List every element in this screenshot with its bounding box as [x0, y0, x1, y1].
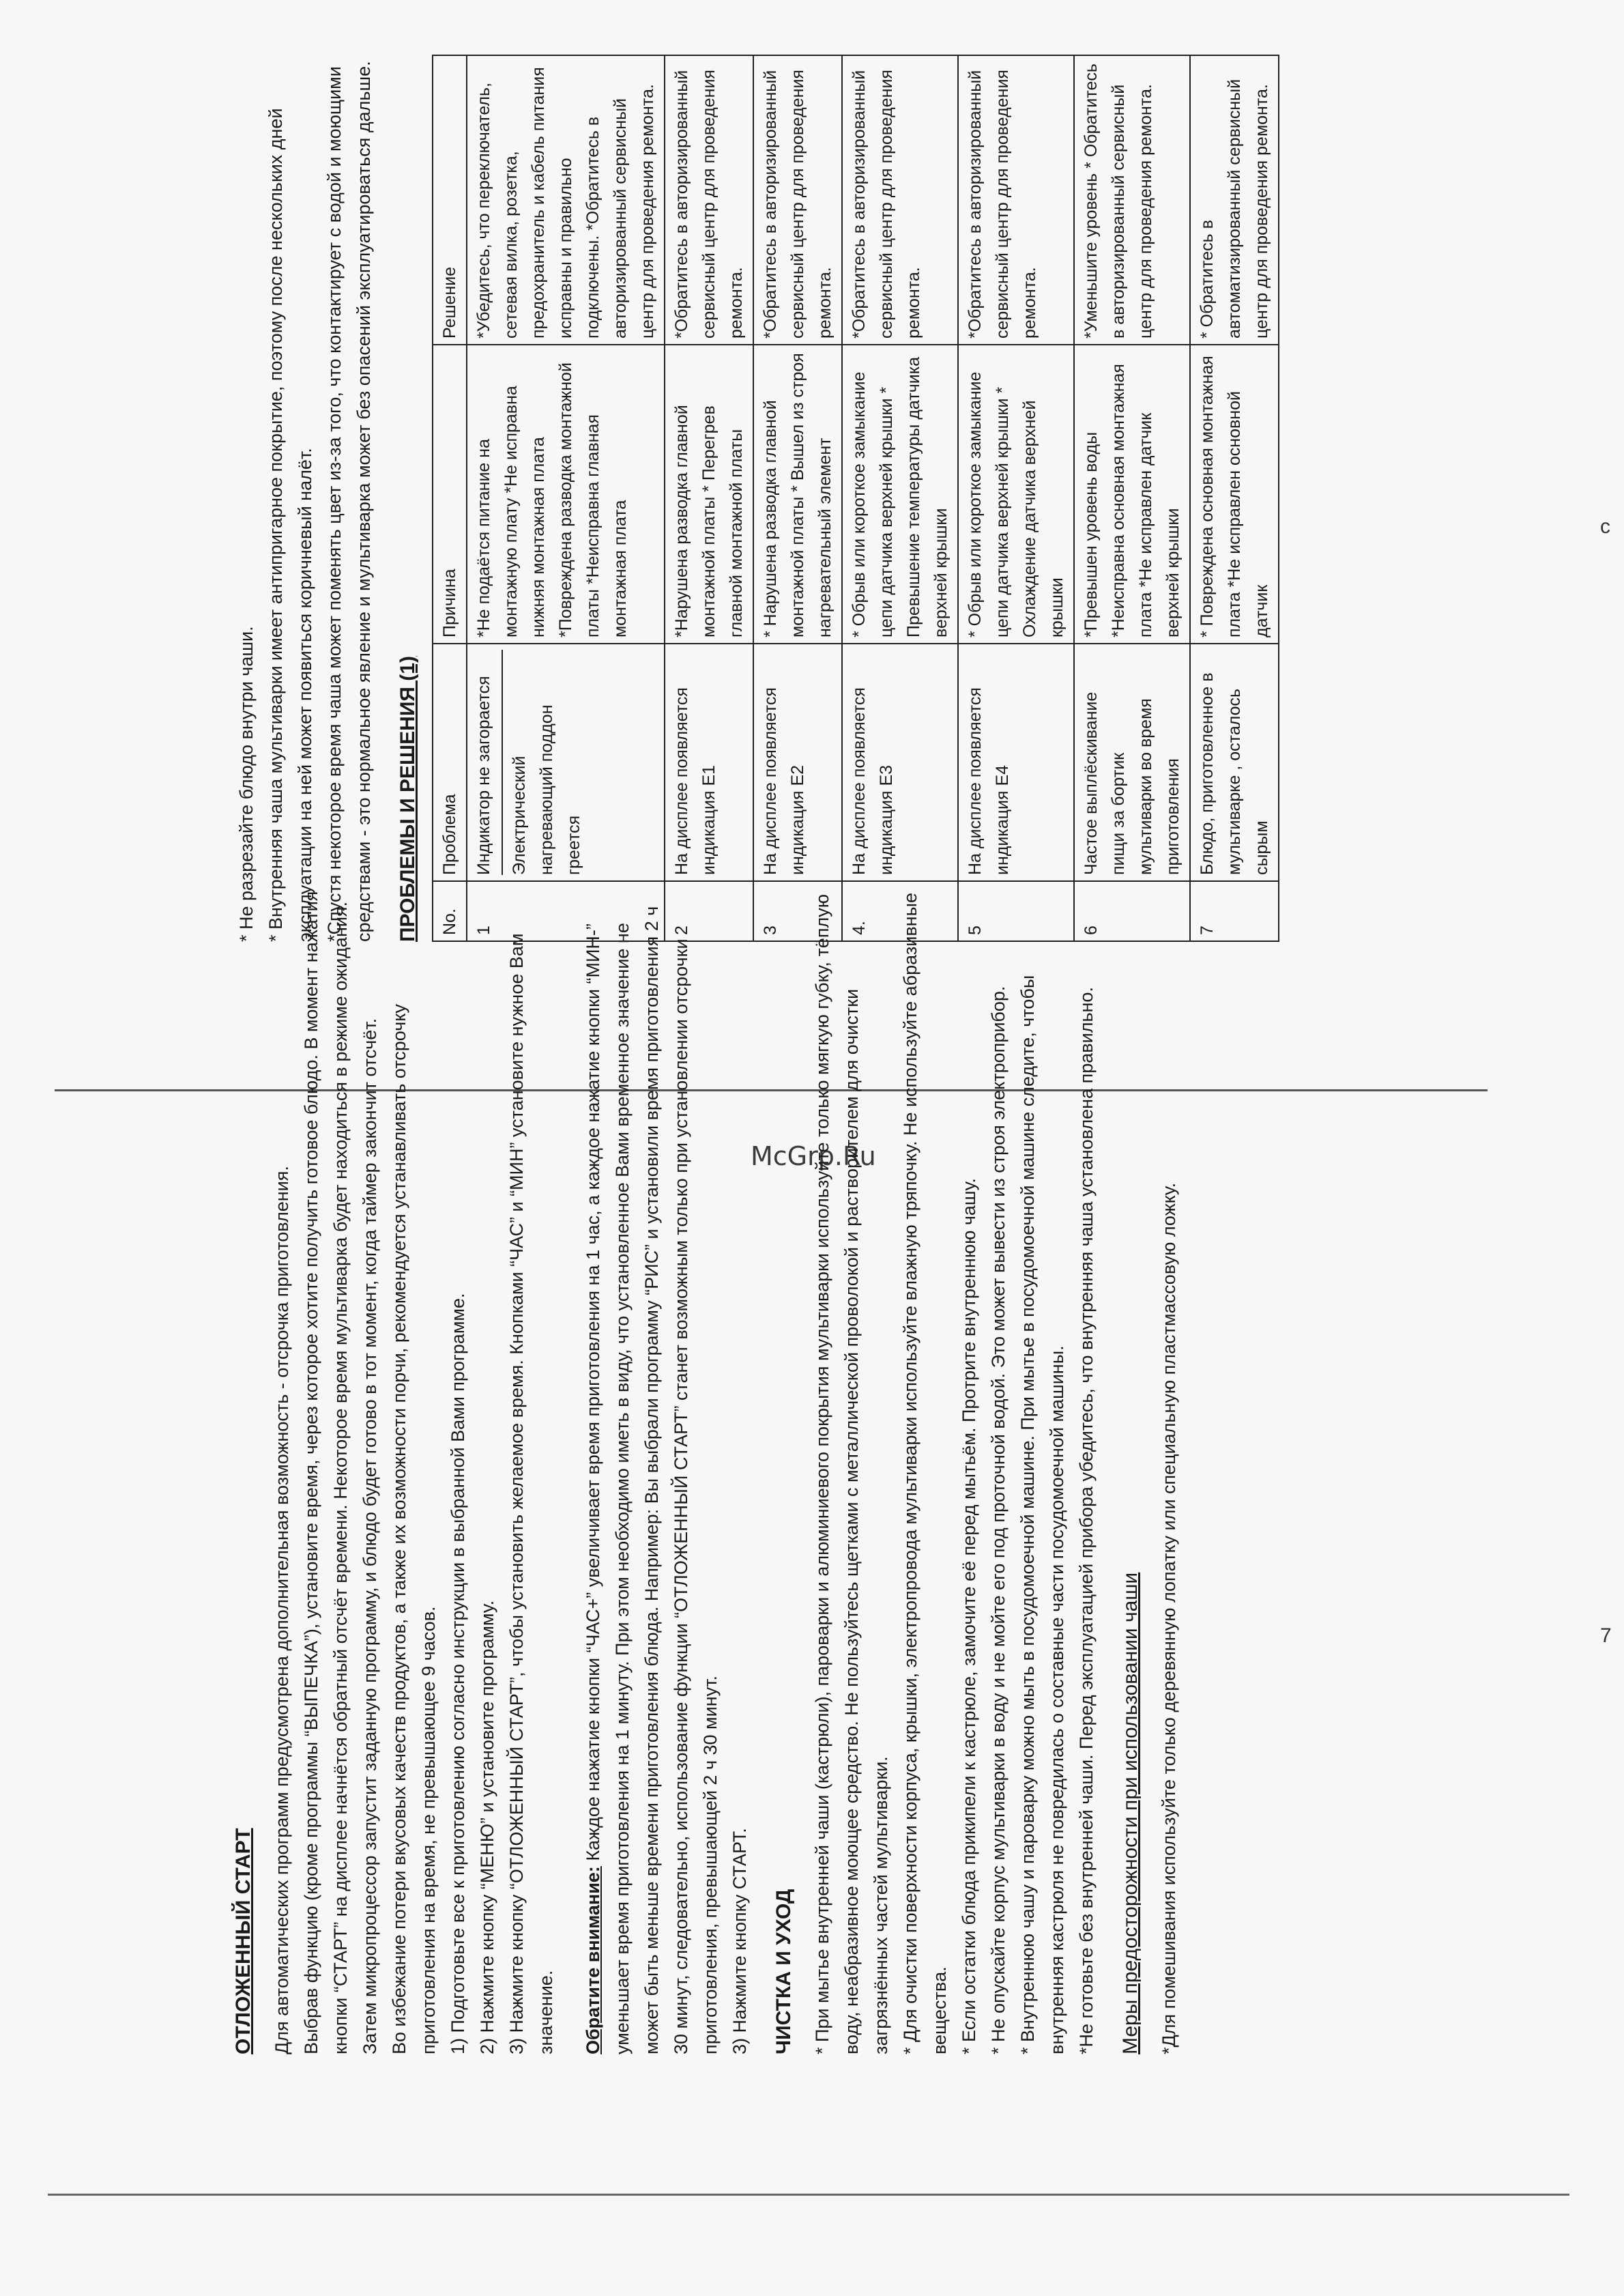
row-solution: *Убедитесь, что переключатель, сетевая вилка, розетка, предохранитель и кабель питания исправны и правильно подключены. *Обратитесь в авторизированный сервисный центр для проведения ремонта.: [467, 55, 665, 345]
delayed-step-1: 1) Подготовьте все к приготовлению согласно инструкции в выбранной Вами программе.: [448, 1293, 468, 2054]
row-no: 4.: [842, 881, 958, 941]
row-cause: *Не подаётся питание на монтажную плату *Не исправна нижняя монтажная плата *Повреждена разводка монтажной платы *Неисправна главная монтажная плата: [467, 345, 665, 644]
header-problem: Проблема: [433, 644, 467, 881]
watermark: McGrp.Ru: [751, 1141, 876, 1171]
row-solution: * Обратитесь в автоматизированный сервисный центр для проведения ремонта.: [1190, 55, 1279, 345]
row-problem: На дисплее появляется индикация E4: [958, 644, 1074, 881]
row-no: 2: [665, 881, 753, 941]
row-solution: *Обратитесь в авторизированный сервисный центр для проведения ремонта.: [842, 55, 958, 345]
problems-table: [432, 55, 1279, 942]
row-no: 1: [467, 881, 665, 941]
page-mark-left: 7: [1600, 1624, 1612, 1647]
delayed-description: Выбрав функцию (кроме программы “ВЫПЕЧКА”), установите время, через которое хотите получить готовое блюдо. В момент нажатия кнопки “СТАРТ” на дисплее начнётся обратный отсчёт времени. Некоторое время мультиварка будет находиться в режиме ожидания. Затем микропроцессор запустит заданную программу, и блюдо будет готово в тот момент, когда таймер закончит отсчёт.: [301, 891, 380, 2054]
table-header-row: [433, 55, 467, 941]
row-solution: *Обратитесь в авторизированный сервисный центр для проведения ремонта.: [665, 55, 753, 345]
care-title: ЧИСТКА И УХОД: [772, 1889, 795, 2054]
table-row: [467, 55, 665, 941]
problem-part-1: Индикатор не загорается: [474, 676, 493, 875]
fold-line-bottom: [48, 2194, 1569, 2196]
row-problem: [467, 644, 665, 881]
row-problem: На дисплее появляется индикация E2: [753, 644, 842, 881]
row-cause: *Превышен уровень воды *Неисправна основная монтажная плата *Не исправлен датчик верхней крышки: [1074, 345, 1190, 644]
row-no: 3: [753, 881, 842, 941]
header-cause: Причина: [433, 345, 467, 644]
row-cause: * Обрыв или короткое замыкание цепи датчика верхней крышки * Превышение температуры датчика верхней крышки: [842, 345, 958, 644]
attention-paragraph: [579, 887, 725, 2054]
attention-label: Обратите внимание:: [583, 1866, 603, 2054]
delayed-start-title: ОТЛОЖЕННЫЙ СТАРТ: [232, 1828, 255, 2054]
care-item: * Внутреннюю чашу и пароварку можно мыть в посудомоечной машине. При мытье в посудомоечной машине следите, чтобы внутренняя кастрюля не повредилась о составные части посудомоечной машины.: [1017, 975, 1067, 2054]
note: * Не разрезайте блюдо внутри чаши.: [236, 626, 257, 942]
table-row: [665, 55, 753, 941]
care-item: *Не готовьте без внутренней чаши. Перед эксплуатацией прибора убедитесь, что внутренняя чаша установлена правильно.: [1076, 987, 1097, 2054]
row-cause: * Нарушена разводка главной монтажной платы * Вышел из строя нагревательный элемент: [753, 345, 842, 644]
note: * Внутренняя чаша мультиварки имеет антипригарное покрытие, поэтому после нескольких дней эксплуатации на ней может появиться коричневый налёт.: [265, 108, 315, 942]
row-cause: * Повреждена основная монтажная плата *Не исправлен основной датчик: [1190, 345, 1279, 644]
table-row: [842, 55, 958, 941]
row-cause: *Нарушена разводка главной монтажной платы * Перегрев главной монтажной платы: [665, 345, 753, 644]
precaution-title: Меры предосторожности при использовании чаши: [1119, 1572, 1142, 2054]
row-no: 7: [1190, 881, 1279, 941]
header-no: No.: [433, 881, 467, 941]
row-problem: На дисплее появляется индикация E1: [665, 644, 753, 881]
delayed-step-3: 3) Нажмите кнопку “ОТЛОЖЕННЫЙ СТАРТ”, чтобы установить желаемое время. Кнопками “ЧАС” и “МИН” установите нужное Вам значение.: [506, 933, 556, 2054]
table-row: [1190, 55, 1279, 941]
row-solution: *Обратитесь в авторизированный сервисный центр для проведения ремонта.: [753, 55, 842, 345]
problems-table-title: ПРОБЛЕМЫ И РЕШЕНИЯ (1): [396, 656, 419, 942]
page-mark-right: с: [1600, 515, 1610, 538]
delayed-step-2: 2) Нажмите кнопку “МЕНЮ” и установите программу.: [477, 1600, 497, 2054]
care-item: * Для очистки поверхности корпуса, крышки, электропровода мультиварки используйте влажную тряпочку. Не используйте абразивные веществa.: [900, 892, 950, 2054]
row-cause: * Обрыв или короткое замыкание цепи датчика верхней крышки * Охлаждение датчика верхней крышки: [958, 345, 1074, 644]
delayed-recommendation: Во избежание потери вкусовых качеств продуктов, а также их возможности порчи, рекомендуется устанавливать отсрочку приготовления на время, не превышающее 9 часов.: [389, 1004, 439, 2054]
left-page: [232, 887, 1501, 2054]
row-problem: Блюдо, приготовленное в мультиварке , осталось сырым: [1190, 644, 1279, 881]
table-row: [1074, 55, 1190, 941]
table-row: [753, 55, 842, 941]
delayed-intro: Для автоматических программ предусмотрена дополнительная возможность - отсрочка приготовления.: [272, 1166, 292, 2054]
row-problem: Частое выплёскивание пищи за бортик мультиварки во время приготовления: [1074, 644, 1190, 881]
problem-part-2: Электрический нагревающий поддон греется: [502, 650, 588, 875]
precaution-text: *Для помешивания используйте только деревянную лопатку или специальную пластмассовую ложку.: [1159, 1182, 1179, 2054]
care-item: * Если остатки блюда прикипели к кастрюле, замочите её перед мытьём. Протрите внутреннюю чашу.: [959, 1178, 979, 2054]
row-solution: *Уменьшите уровень * Обратитесь в авторизированный сервисный центр для проведения ремонта.: [1074, 55, 1190, 345]
row-no: 6: [1074, 881, 1190, 941]
care-item: * При мытье внутренней чаши (кастрюли), пароварки и алюминиевого покрытия мультиварки используйте только мягкую губку, тёплую воду, неабразивное моющее средство. Не пользуйтесь щетками с металлической проволокой и растворителем для очистки загрязнённых частей мультиварки.: [812, 894, 891, 2054]
care-item: * Не опускайте корпус мультиварки в воду и не мойте его под проточной водой. Это может вывести из строя электроприбор.: [988, 986, 1009, 2054]
note: *Спустя некоторое время чаша может поменять цвет из-за того, что контактирует с водой и моющими средствами - это нормальное явление и мультиварка может без опасений эксплуатироваться дальше.: [324, 61, 374, 942]
right-page: [232, 55, 1515, 942]
row-problem: На дисплее появляется индикация E3: [842, 644, 958, 881]
delayed-step-3b: 3) Нажмите кнопку СТАРТ.: [729, 1828, 750, 2054]
attention-text: Каждое нажатие кнопки “ЧАС+” увеличивает время приготовления на 1 час, а каждое нажатие кнопки “МИН-” уменьшает время приготовления на 1 минуту. При этом необходимо иметь в виду, что установленное Вами временное значение не может быть меньше времени приготовления блюда. Например: Вы выбрали программу “РИС” и установили время приготовления 2 ч 30 минут, следовательно, использование функции “ОТЛОЖЕННЫЙ СТАРТ” станет возможным только при установлении отсрочки приготовления, превышающей 2 ч 30 минут.: [583, 906, 721, 2054]
header-solution: Решение: [433, 55, 467, 345]
table-row: [958, 55, 1074, 941]
row-no: 5: [958, 881, 1074, 941]
row-solution: *Обратитесь в авторизированный сервисный центр для проведения ремонта.: [958, 55, 1074, 345]
